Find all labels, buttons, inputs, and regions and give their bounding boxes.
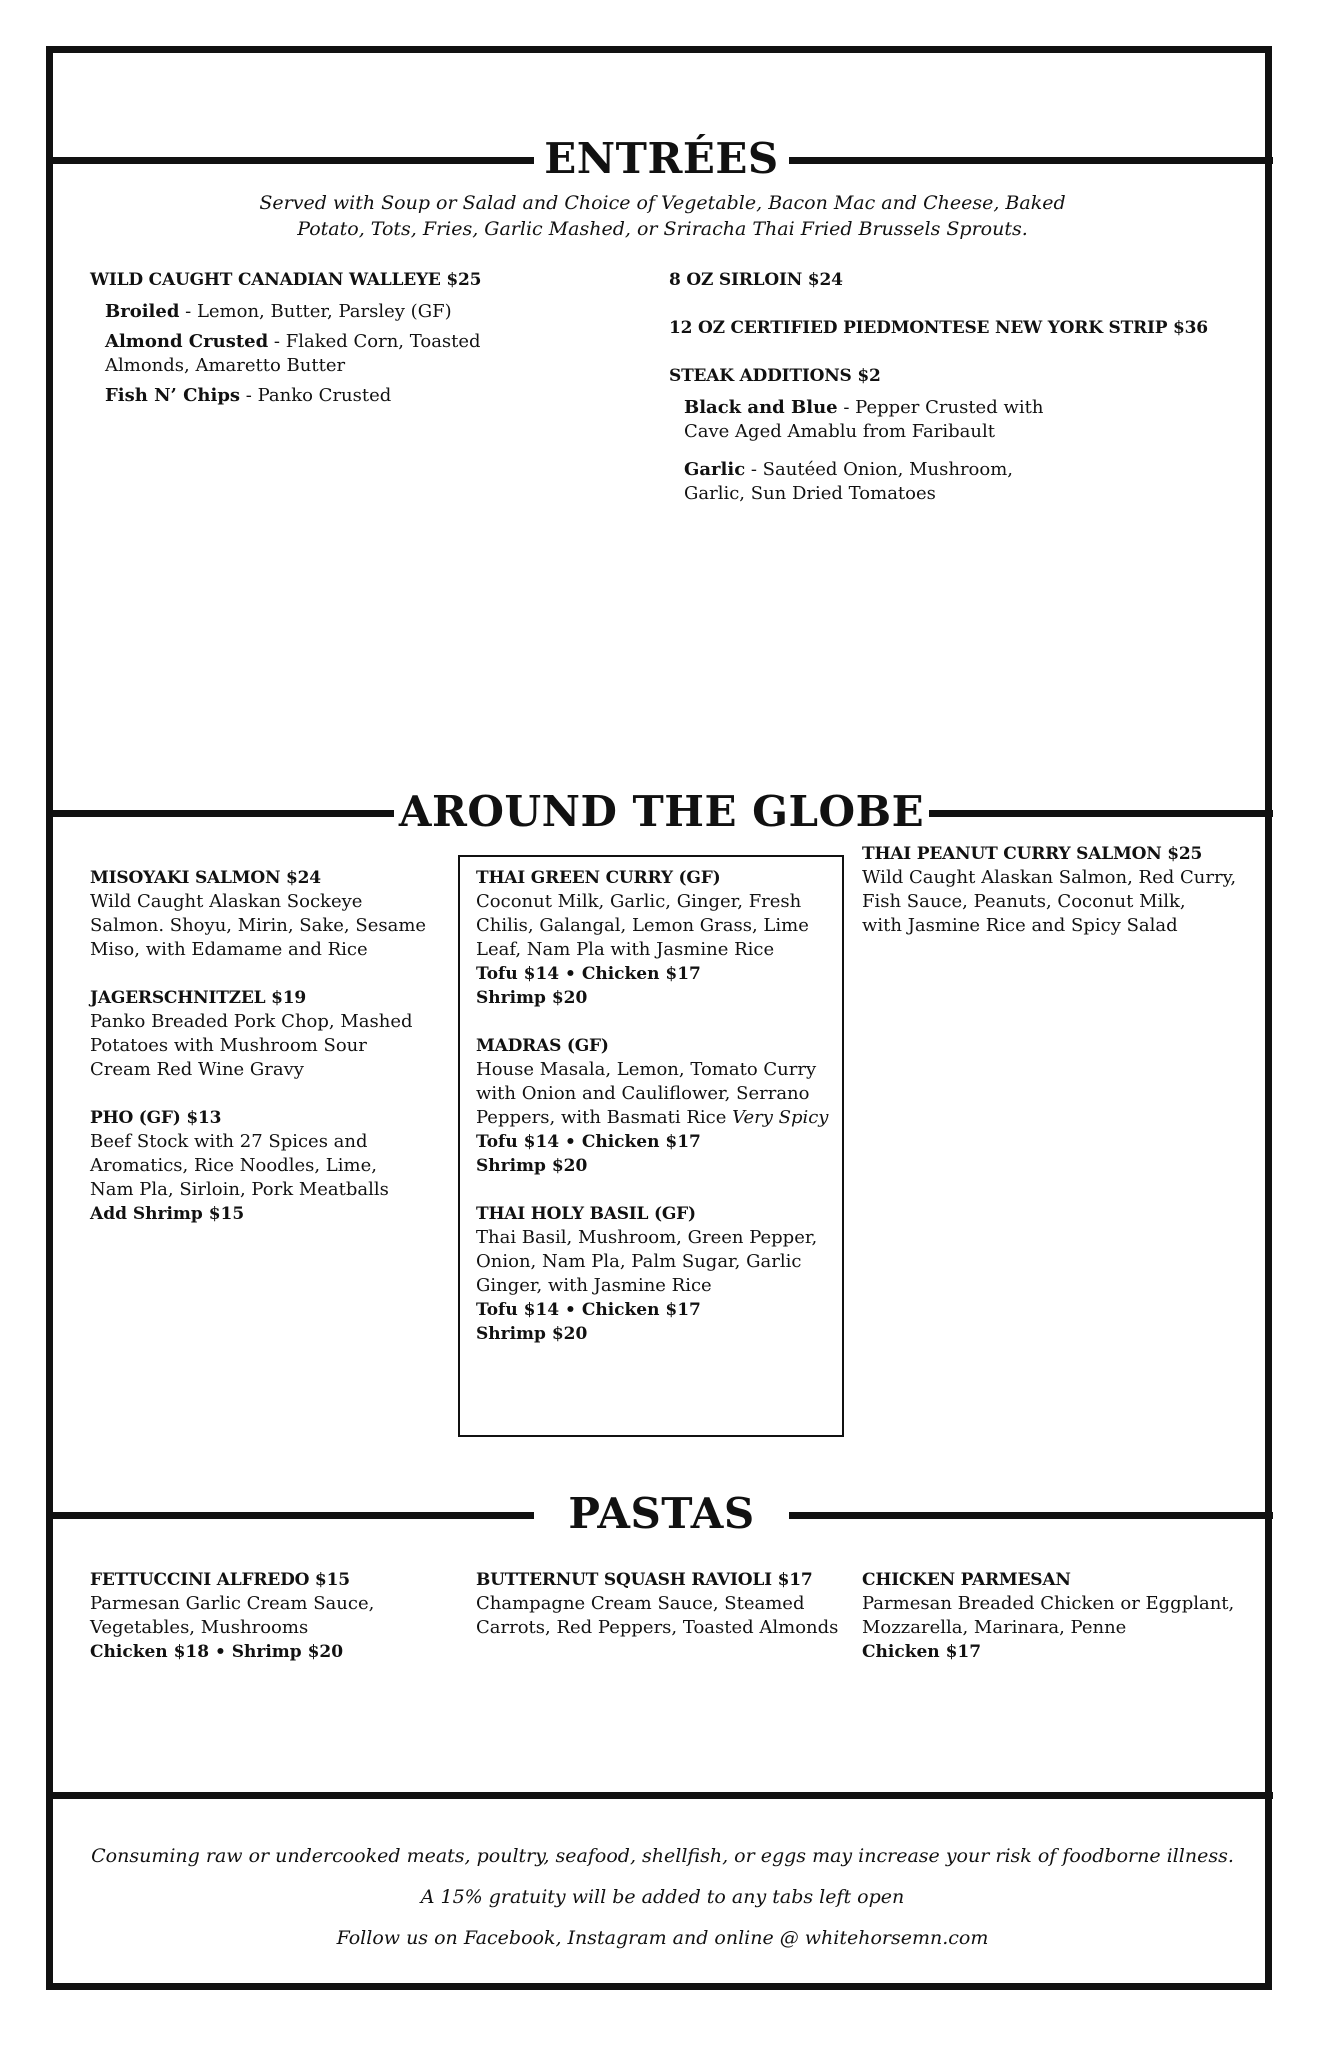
item-desc: Champagne Cream Sauce, Steamed	[476, 1593, 805, 1614]
item-title: JAGERSCHNITZEL $19	[90, 988, 306, 1008]
entrees-right-column	[669, 268, 1229, 506]
item-desc: Beef Stock with 27 Spices and	[90, 1131, 368, 1152]
item-price: Tofu $14 • Chicken $17	[476, 1132, 701, 1152]
menu-item	[862, 842, 1262, 938]
item-desc: Thai Basil, Mushroom, Green Pepper,	[476, 1227, 818, 1248]
divider-right	[789, 157, 1273, 164]
entrees-left-column	[90, 268, 610, 408]
item-desc: Nam Pla, Sirloin, Pork Meatballs	[90, 1179, 389, 1200]
section-title-globe: AROUND THE GLOBE	[398, 787, 925, 836]
divider-right	[929, 810, 1273, 817]
gratuity-note: A 15% gratuity will be added to any tabs left open	[420, 1886, 905, 1908]
intro-line: Potato, Tots, Fries, Garlic Mashed, or Sriracha Thai Fried Brussels Sprouts.	[297, 218, 1028, 240]
item-title: PHO (GF) $13	[90, 1108, 222, 1128]
item-desc: Coconut Milk, Garlic, Ginger, Fresh	[476, 891, 802, 912]
menu-item	[90, 986, 450, 1082]
option-desc: - Lemon, Butter, Parsley (GF)	[179, 301, 452, 322]
item-price: Chicken $18 • Shrimp $20	[90, 1642, 344, 1662]
footer-divider	[50, 1792, 1273, 1799]
globe-column-1	[90, 866, 450, 1226]
item-title: FETTUCCINI ALFREDO $15	[90, 1570, 350, 1590]
option-desc: - Flaked Corn, Toasted	[268, 331, 481, 352]
social-note: Follow us on Facebook, Instagram and online @ whitehorsemn.com	[336, 1927, 989, 1949]
item-title: THAI GREEN CURRY (GF)	[476, 868, 721, 888]
item-desc: Leaf, Nam Pla with Jasmine Rice	[476, 939, 775, 960]
item-title: CHICKEN PARMESAN	[862, 1570, 1071, 1590]
item-desc: with Jasmine Rice and Spicy Salad	[862, 915, 1178, 936]
option-name: Fish N’ Chips	[105, 385, 241, 406]
option	[669, 458, 1229, 506]
item-title: THAI HOLY BASIL (GF)	[476, 1204, 696, 1224]
item-price: Add Shrimp $15	[90, 1204, 245, 1224]
menu-item	[476, 866, 836, 1010]
item-title: BUTTERNUT SQUASH RAVIOLI $17	[476, 1570, 813, 1590]
item-desc: Cream Red Wine Gravy	[90, 1059, 304, 1080]
item-desc: Potatoes with Mushroom Sour	[90, 1035, 367, 1056]
food-safety-warning: Consuming raw or undercooked meats, poultry, seafood, shellfish, or eggs may increase your risk of foodborne illness.	[91, 1845, 1234, 1867]
item-desc: Panko Breaded Pork Chop, Mashed	[90, 1011, 413, 1032]
item-desc: Onion, Nam Pla, Palm Sugar, Garlic	[476, 1251, 802, 1272]
item-desc	[476, 1106, 836, 1130]
spicy-note: Very Spicy	[732, 1107, 829, 1128]
item-price: Shrimp $20	[476, 1324, 588, 1344]
divider-left	[50, 810, 394, 817]
divider-right	[789, 1512, 1273, 1519]
option	[669, 396, 1229, 444]
item-title: WILD CAUGHT CANADIAN WALLEYE $25	[90, 270, 482, 290]
item-desc: Parmesan Breaded Chicken or Eggplant,	[862, 1593, 1235, 1614]
item-desc: with Onion and Cauliflower, Serrano	[476, 1083, 810, 1104]
option	[90, 330, 610, 378]
option-desc: - Panko Crusted	[240, 385, 392, 406]
pasta-column-3	[862, 1568, 1262, 1664]
item-desc: Mozzarella, Marinara, Penne	[862, 1617, 1127, 1638]
item-title: MISOYAKI SALMON $24	[90, 868, 321, 888]
item-title: 8 OZ SIRLOIN $24	[669, 270, 843, 290]
item-desc: Wild Caught Alaskan Salmon, Red Curry,	[862, 867, 1237, 888]
item-title: THAI PEANUT CURRY SALMON $25	[862, 844, 1203, 864]
option-name: Garlic	[684, 459, 746, 480]
section-title-pastas: PASTAS	[568, 1489, 755, 1538]
intro-line: Served with Soup or Salad and Choice of Vegetable, Bacon Mac and Cheese, Baked	[259, 192, 1066, 214]
option-desc: - Pepper Crusted with	[837, 397, 1044, 418]
option-name: Almond Crusted	[105, 331, 269, 352]
globe-column-3	[862, 842, 1262, 938]
option	[90, 300, 610, 324]
item-desc: Vegetables, Mushrooms	[90, 1617, 309, 1638]
pasta-column-1	[90, 1568, 450, 1664]
item-desc: Salmon. Shoyu, Mirin, Sake, Sesame	[90, 915, 427, 936]
divider-left	[50, 1512, 534, 1519]
item-desc: Fish Sauce, Peanuts, Coconut Milk,	[862, 891, 1186, 912]
menu-item	[90, 866, 450, 962]
item-price: Tofu $14 • Chicken $17	[476, 964, 701, 984]
globe-column-2	[476, 866, 836, 1346]
menu-item	[90, 1106, 450, 1226]
option-desc: Garlic, Sun Dried Tomatoes	[684, 483, 936, 504]
option-desc: Almonds, Amaretto Butter	[105, 355, 346, 376]
item-desc: Wild Caught Alaskan Sockeye	[90, 891, 363, 912]
divider-left	[50, 157, 534, 164]
entrees-intro	[230, 190, 1095, 242]
option-desc: Cave Aged Amablu from Faribault	[684, 421, 995, 442]
item-title: MADRAS (GF)	[476, 1036, 609, 1056]
item-price: Shrimp $20	[476, 1156, 588, 1176]
item-desc: Carrots, Red Peppers, Toasted Almonds	[476, 1617, 839, 1638]
option-name: Broiled	[105, 301, 180, 322]
option	[90, 384, 610, 408]
option-desc: - Sautéed Onion, Mushroom,	[745, 459, 1014, 480]
item-price: Shrimp $20	[476, 988, 588, 1008]
item-price: Tofu $14 • Chicken $17	[476, 1300, 701, 1320]
option-name: Black and Blue	[684, 397, 838, 418]
item-desc: House Masala, Lemon, Tomato Curry	[476, 1059, 817, 1080]
item-title: STEAK ADDITIONS $2	[669, 366, 881, 386]
item-desc: Aromatics, Rice Noodles, Lime,	[90, 1155, 377, 1176]
menu-item	[476, 1034, 836, 1178]
item-title: 12 OZ CERTIFIED PIEDMONTESE NEW YORK STRIP $36	[669, 318, 1208, 338]
section-title-entrees: ENTRÉES	[544, 134, 779, 183]
item-price: Chicken $17	[862, 1642, 982, 1662]
item-desc: Parmesan Garlic Cream Sauce,	[90, 1593, 375, 1614]
item-desc: Miso, with Edamame and Rice	[90, 939, 368, 960]
item-desc: Chilis, Galangal, Lemon Grass, Lime	[476, 915, 809, 936]
item-desc: Ginger, with Jasmine Rice	[476, 1275, 712, 1296]
menu-item	[476, 1202, 836, 1346]
item-desc-text: Peppers, with Basmati Rice	[476, 1107, 733, 1128]
pasta-column-2	[476, 1568, 856, 1640]
